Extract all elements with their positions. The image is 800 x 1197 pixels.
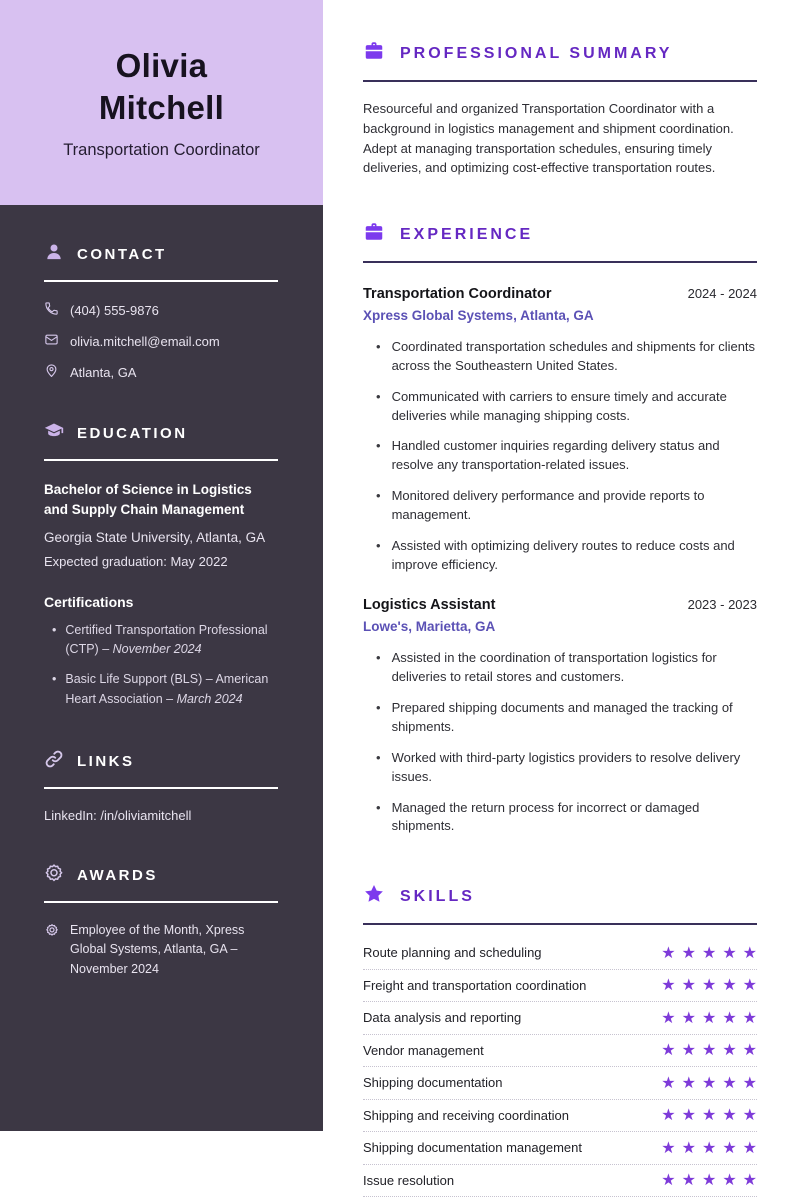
award-text: Employee of the Month, Xpress Global Systems, Atlanta, GA – November 2024 bbox=[70, 923, 245, 976]
briefcase-icon bbox=[363, 40, 385, 67]
phone-icon bbox=[44, 301, 59, 319]
links-section bbox=[44, 749, 278, 823]
skill-star-rating: ★★★★★ bbox=[661, 1074, 763, 1092]
award-rosette-icon bbox=[44, 863, 64, 888]
star-icon bbox=[363, 883, 385, 910]
summary-heading-label: PROFESSIONAL SUMMARY bbox=[400, 44, 673, 62]
skill-label: Shipping documentation bbox=[363, 1075, 503, 1091]
skill-label: Shipping documentation management bbox=[363, 1140, 582, 1156]
skill-star-rating: ★★★★★ bbox=[661, 1139, 763, 1157]
awards-section bbox=[44, 863, 278, 979]
job-bullet: • Assisted in the coordination of transportation logistics for deliveries to retail stores and customers. bbox=[363, 649, 757, 687]
summary-section bbox=[363, 40, 757, 178]
summary-paragraph: Resourceful and organized Transportation Coordinator with a background in logistics management and shipment coordination. Adept at managing transportation schedules, ensuring timely deliveries, and optimizing cost-effective transportation routes. bbox=[363, 101, 734, 176]
certification-date: November 2024 bbox=[112, 641, 202, 656]
job-dates: 2023 - 2023 bbox=[687, 597, 757, 613]
contact-location bbox=[44, 363, 278, 381]
skill-row bbox=[363, 1002, 763, 1035]
medal-icon bbox=[44, 921, 60, 979]
skill-row bbox=[363, 970, 763, 1003]
contact-section bbox=[44, 242, 278, 381]
skill-row bbox=[363, 1067, 763, 1100]
summary-heading bbox=[363, 40, 757, 82]
linkedin-link[interactable]: LinkedIn: /in/oliviamitchell bbox=[44, 808, 192, 823]
bullet-dot: • bbox=[376, 388, 381, 404]
link-icon bbox=[44, 749, 64, 774]
skill-label: Vendor management bbox=[363, 1042, 484, 1058]
certification-date: March 2024 bbox=[176, 691, 243, 706]
job-entry bbox=[363, 286, 757, 574]
skill-star-rating: ★★★★★ bbox=[661, 1009, 763, 1027]
job-title: Transportation Coordinator bbox=[363, 286, 552, 302]
skill-star-rating: ★★★★★ bbox=[661, 1172, 763, 1190]
links-heading-label: LINKS bbox=[77, 753, 135, 770]
skill-row bbox=[363, 1035, 763, 1068]
job-bullet: • Handled customer inquiries regarding delivery status and resolve any transportation-related issues. bbox=[363, 437, 757, 475]
briefcase-icon bbox=[363, 221, 385, 248]
bullet-dot: • bbox=[376, 650, 381, 666]
bullet-dot: • bbox=[376, 749, 381, 765]
skill-star-rating: ★★★★★ bbox=[661, 1107, 763, 1125]
skill-label: Shipping and receiving coordination bbox=[363, 1107, 569, 1123]
skill-row bbox=[363, 1100, 763, 1133]
job-company: Xpress Global Systems, Atlanta, GA bbox=[363, 308, 594, 323]
contact-heading-label: CONTACT bbox=[77, 246, 167, 263]
contact-heading bbox=[44, 242, 278, 282]
education-heading bbox=[44, 421, 278, 461]
job-entry bbox=[363, 597, 757, 836]
sidebar bbox=[0, 0, 323, 1131]
skill-star-rating: ★★★★★ bbox=[661, 944, 763, 962]
skill-row bbox=[363, 1165, 763, 1197]
award-item bbox=[44, 921, 278, 979]
bullet-dot: • bbox=[376, 339, 381, 354]
main-content bbox=[323, 0, 800, 1190]
skill-row bbox=[363, 1132, 763, 1165]
job-title: Logistics Assistant bbox=[363, 597, 496, 614]
bullet-dot: • bbox=[52, 672, 57, 687]
location-text: Atlanta, GA bbox=[70, 364, 137, 380]
certification-item bbox=[44, 670, 278, 709]
experience-section bbox=[363, 221, 757, 836]
bullet-dot: • bbox=[376, 537, 381, 553]
person-job-title: Transportation Coordinator bbox=[63, 140, 260, 159]
skill-label: Route planning and scheduling bbox=[363, 945, 542, 961]
education-heading-label: EDUCATION bbox=[77, 425, 188, 442]
bullet-dot: • bbox=[376, 488, 381, 504]
skills-heading-label: SKILLS bbox=[400, 887, 475, 905]
certification-item bbox=[44, 621, 278, 660]
phone-number: (404) 555-9876 bbox=[70, 302, 159, 318]
job-bullet: • Communicated with carriers to ensure timely and accurate deliveries while managing shipping costs. bbox=[363, 388, 757, 426]
bullet-dot: • bbox=[376, 799, 381, 815]
graduation-date: Expected graduation: May 2022 bbox=[44, 553, 228, 569]
certification-text: Basic Life Support (BLS) – American Heart Association – March 2024 bbox=[65, 672, 269, 706]
skill-row bbox=[363, 937, 763, 970]
certification-text: Certified Transportation Professional (CTP) – November 2024 bbox=[65, 622, 268, 656]
contact-email bbox=[44, 332, 278, 350]
awards-heading bbox=[44, 863, 278, 903]
location-pin-icon bbox=[44, 363, 59, 381]
experience-heading-label: EXPERIENCE bbox=[400, 225, 534, 243]
education-section bbox=[44, 421, 278, 709]
skill-star-rating: ★★★★★ bbox=[661, 977, 763, 995]
skill-label: Freight and transportation coordination bbox=[363, 977, 587, 993]
bullet-dot: • bbox=[52, 622, 57, 637]
certifications-title: Certifications bbox=[44, 593, 134, 610]
skills-section bbox=[363, 883, 763, 1197]
job-dates: 2024 - 2024 bbox=[687, 286, 757, 301]
job-bullet: • Monitored delivery performance and provide reports to management. bbox=[363, 487, 757, 525]
job-bullet: • Managed the return process for incorrect or damaged shipments. bbox=[363, 799, 757, 837]
skills-heading bbox=[363, 883, 757, 925]
links-heading bbox=[44, 749, 278, 789]
job-bullet: • Prepared shipping documents and managed the tracking of shipments. bbox=[363, 699, 757, 737]
awards-heading-label: AWARDS bbox=[77, 867, 158, 884]
job-bullet: • Assisted with optimizing delivery routes to reduce costs and improve efficiency. bbox=[363, 537, 757, 575]
email-address: olivia.mitchell@email.com bbox=[70, 333, 220, 349]
skill-star-rating: ★★★★★ bbox=[661, 1042, 763, 1060]
job-bullet: • Worked with third-party logistics providers to resolve delivery issues. bbox=[363, 749, 757, 787]
contact-phone bbox=[44, 301, 278, 319]
person-name: Olivia Mitchell bbox=[98, 47, 225, 126]
person-icon bbox=[44, 242, 64, 267]
bullet-dot: • bbox=[376, 700, 381, 716]
graduation-cap-icon bbox=[44, 421, 64, 446]
envelope-icon bbox=[44, 332, 59, 350]
skill-label: Issue resolution bbox=[363, 1172, 455, 1188]
name-header bbox=[0, 0, 323, 205]
degree-title: Bachelor of Science in Logistics and Supply Chain Management bbox=[44, 482, 252, 518]
school-name: Georgia State University, Atlanta, GA bbox=[44, 529, 266, 545]
job-company: Lowe's, Marietta, GA bbox=[363, 619, 496, 635]
experience-heading bbox=[363, 221, 757, 263]
skills-table bbox=[363, 937, 763, 1197]
job-bullet: • Coordinated transportation schedules and shipments for clients across the Southeastern United States. bbox=[363, 338, 757, 376]
skill-label: Data analysis and reporting bbox=[363, 1010, 522, 1026]
bullet-dot: • bbox=[376, 438, 381, 454]
